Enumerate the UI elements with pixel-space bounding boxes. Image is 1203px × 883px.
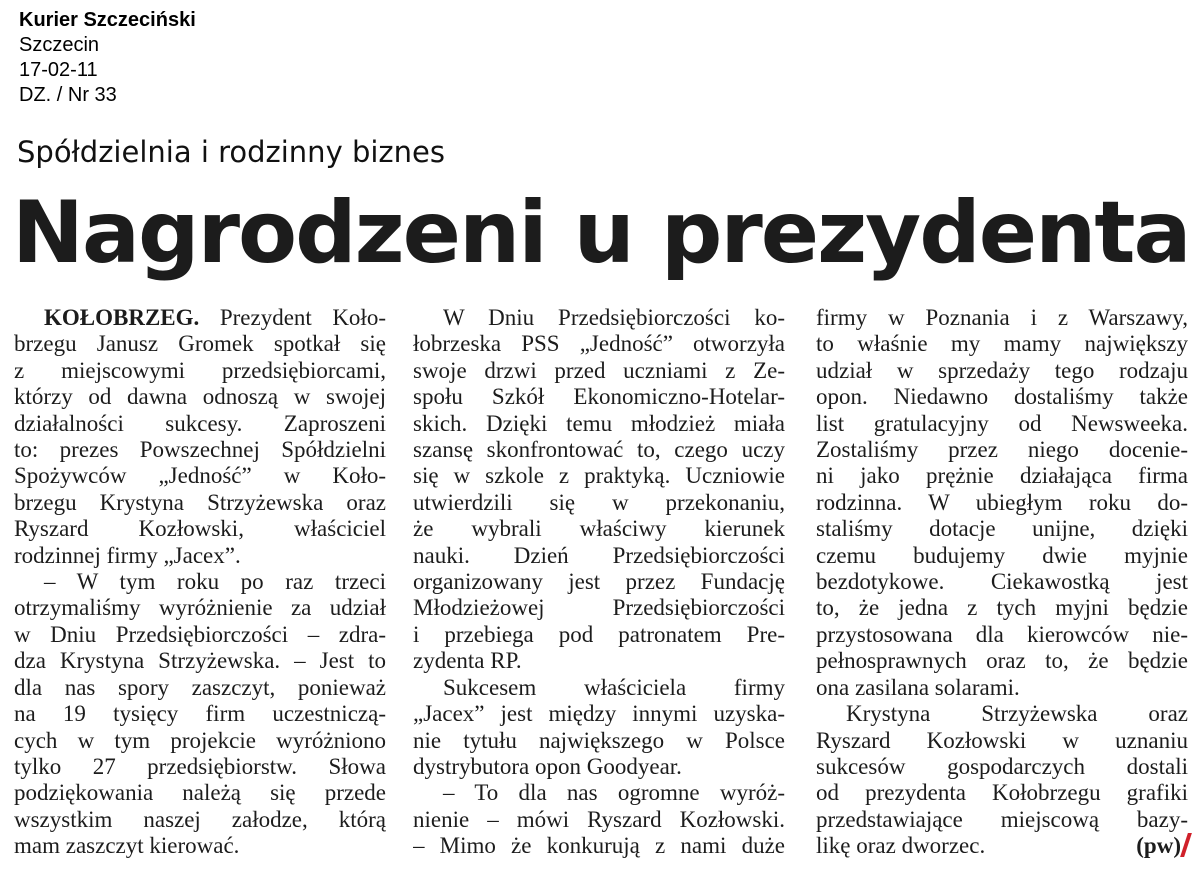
column-line: przedstawiające miejscową bazy- xyxy=(816,806,1188,832)
column-line: likę oraz dworzec. xyxy=(816,833,986,859)
column-line: – W tym roku po raz trzeci xyxy=(44,569,386,595)
publication-date: 17-02-11 xyxy=(19,59,98,81)
column-line: wszystkim naszej załodze, którą xyxy=(14,806,386,832)
column-line: staliśmy dotacje unijne, dzięki xyxy=(816,516,1188,542)
column-line: nauki. Dzień Przedsiębiorczości xyxy=(413,542,785,568)
column-line: mam zaszczyt kierować. xyxy=(14,833,240,859)
dateline: KOŁOBRZEG. xyxy=(44,305,200,330)
column-line: – To dla nas ogromne wyróż- xyxy=(443,780,785,806)
column-line: bezdotykowe. Ciekawostką jest xyxy=(816,569,1188,595)
article-column-3 xyxy=(816,305,1188,860)
column-line: to, że jedna z tych myjni będzie xyxy=(816,595,1188,621)
author-signature xyxy=(1136,833,1188,859)
issue-number: DZ. / Nr 33 xyxy=(19,84,117,106)
column-line: brzegu Krystyna Strzyżewska oraz xyxy=(14,489,386,515)
column-line: otrzymaliśmy wyróżnienie za udział xyxy=(14,595,386,621)
column-line: firmy w Poznania i z Warszawy, xyxy=(816,305,1188,330)
article-headline: Nagrodzeni u prezydenta xyxy=(12,183,1190,283)
column-line: łobrzeska PSS „Jedność” otworzyła xyxy=(413,331,785,357)
column-line: którzy od dawna odnoszą w swojej xyxy=(14,384,386,410)
column-line: to właśnie my mamy największy xyxy=(816,331,1188,357)
column-line: skich. Dzięki temu młodzież miała xyxy=(413,410,785,436)
column-line: swoje drzwi przed uczniami z Ze- xyxy=(413,357,785,383)
column-line: utwierdzili się w przekonaniu, xyxy=(413,489,785,515)
column-line: społu Szkół Ekonomiczno-Hotelar- xyxy=(413,384,785,410)
article-kicker: Spółdzielnia i rodzinny biznes xyxy=(17,135,445,169)
column-line: udział w sprzedaży tego rodzaju xyxy=(816,357,1188,383)
column-line: się w szkole z praktyką. Uczniowie xyxy=(413,463,785,489)
column-line: list gratulacyjny od Newsweeka. xyxy=(816,410,1188,436)
column-line: przystosowana dla kierowców nie- xyxy=(816,621,1188,647)
column-line: opon. Niedawno dostaliśmy także xyxy=(816,384,1188,410)
column-line: działalności sukcesy. Zaproszeni xyxy=(14,410,386,436)
article-column-2 xyxy=(413,305,785,860)
column-line: zydenta RP. xyxy=(413,648,522,674)
column-line: podziękowania należą się przede xyxy=(14,780,386,806)
author-initials: (pw) xyxy=(1136,833,1181,859)
column-line: szansę skonfrontować to, czego uczy xyxy=(413,437,785,463)
column-line: rodzinna. W ubiegłym roku do- xyxy=(816,489,1188,515)
column-line: i przebiega pod patronatem Pre- xyxy=(413,621,785,647)
column-line: Młodzieżowej Przedsiębiorczości xyxy=(413,595,785,621)
column-line: KOŁOBRZEG. Prezydent Koło- xyxy=(44,305,386,330)
column-line: ni jako prężnie działająca firma xyxy=(816,463,1188,489)
column-line: – Mimo że konkurują z nami duże xyxy=(413,833,785,859)
column-line: rodzinnej firmy „Jacex”. xyxy=(14,542,241,568)
column-line: brzegu Janusz Gromek spotkał się xyxy=(14,331,386,357)
article-column-1 xyxy=(14,305,386,860)
column-line: tylko 27 przedsiębiorstw. Słowa xyxy=(14,753,386,779)
column-line: dla nas spory zaszczyt, ponieważ xyxy=(14,674,386,700)
column-line: dystrybutora opon Goodyear. xyxy=(413,753,682,779)
column-line: W Dniu Przedsiębiorczości ko- xyxy=(443,305,785,330)
newspaper-city: Szczecin xyxy=(19,34,100,56)
masthead xyxy=(19,8,196,108)
column-line: od prezydenta Kołobrzegu grafiki xyxy=(816,780,1188,806)
column-line: ona zasilana solarami. xyxy=(816,674,1020,700)
column-line: na 19 tysięcy firm uczestniczą- xyxy=(14,701,386,727)
column-line: to: prezes Powszechnej Spółdzielni xyxy=(14,437,386,463)
column-line: Ryszard Kozłowski, właściciel xyxy=(14,516,386,542)
end-mark-slash-icon xyxy=(1180,833,1192,857)
column-line: nie tytułu największego w Polsce xyxy=(413,727,785,753)
column-line: nienie – mówi Ryszard Kozłowski. xyxy=(413,806,785,832)
column-line: że wybrali właściwy kierunek xyxy=(413,516,785,542)
column-line: Zostaliśmy przez niego docenie- xyxy=(816,437,1188,463)
closing-line xyxy=(816,833,1188,859)
column-line: pełnosprawnych oraz to, że będzie xyxy=(816,648,1188,674)
column-line: Krystyna Strzyżewska oraz xyxy=(846,701,1188,727)
column-line: sukcesów gospodarczych dostali xyxy=(816,753,1188,779)
column-line: Spożywców „Jedność” w Koło- xyxy=(14,463,386,489)
column-line: organizowany jest przez Fundację xyxy=(413,569,785,595)
column-line: „Jacex” jest między innymi uzyska- xyxy=(413,701,785,727)
column-line: Ryszard Kozłowski w uznaniu xyxy=(816,727,1188,753)
column-line: czemu budujemy dwie myjnie xyxy=(816,542,1188,568)
column-line: cych w tym projekcie wyróżniono xyxy=(14,727,386,753)
column-line: w Dniu Przedsiębiorczości – zdra- xyxy=(14,621,386,647)
column-line: z miejscowymi przedsiębiorcami, xyxy=(14,357,386,383)
column-line: dza Krystyna Strzyżewska. – Jest to xyxy=(14,648,386,674)
newspaper-name: Kurier Szczeciński xyxy=(19,9,196,31)
column-line: Sukcesem właściciela firmy xyxy=(443,674,785,700)
